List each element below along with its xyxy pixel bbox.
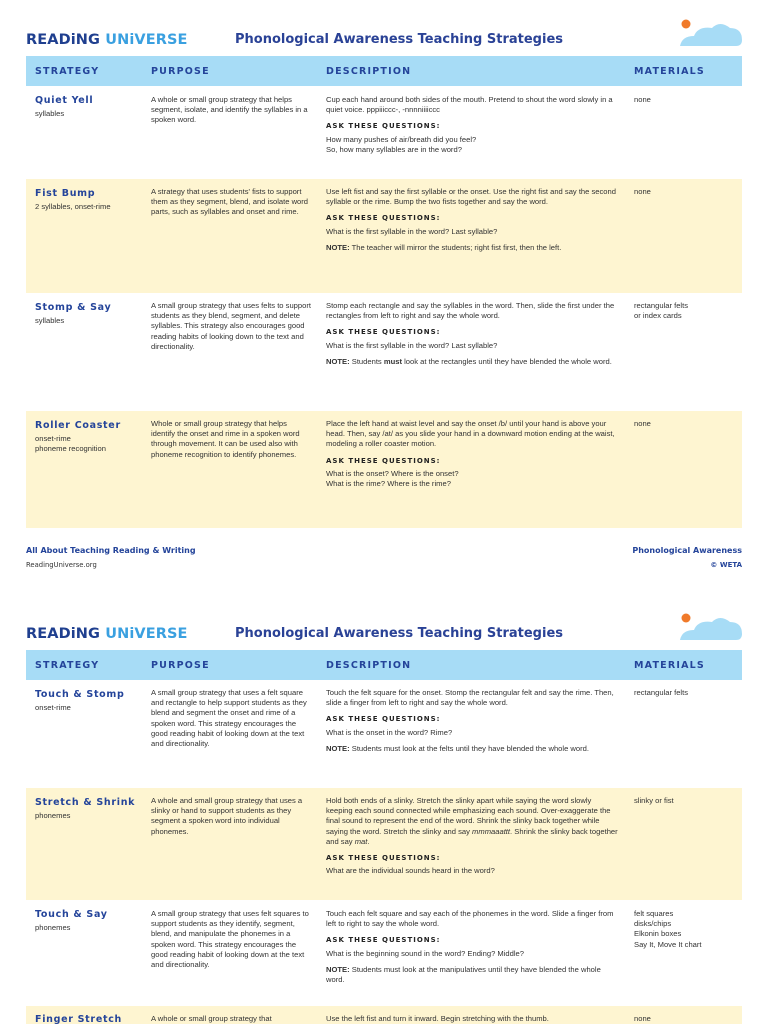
strategy-skill: syllables bbox=[35, 316, 65, 325]
purpose-text: A small group strategy that uses felt squares to support students as they identify, segment, blend, and manipulate the phonemes in a spoken word. This strategy encourages the good reading habit of looking down at the text and directionality. bbox=[151, 909, 309, 970]
materials-text: none bbox=[634, 419, 651, 428]
description-text: Hold both ends of a slinky. Stretch the slinky apart while saying the word slowly keeping each sound connected while emphasizing each sound. Over-exaggerate the final sound to represent the end of the word. Shrink the slinky back together while saying the word. Stretch the slinky and say mmmaaattt. Shrink the slinky back together and say mat. bbox=[326, 796, 618, 846]
questions-text: How many pushes of air/breath did you feel? So, how many syllables are in the word? bbox=[326, 134, 477, 154]
description-text: Use left fist and say the first syllable or the onset. Use the right fist and say the second syllable or the rime. Bump the two fists together and say the word. bbox=[326, 187, 616, 207]
col-materials: MATERIALS bbox=[634, 66, 705, 77]
ask-questions-label: ASK THESE QUESTIONS: bbox=[326, 328, 441, 337]
description-text: Place the left hand at waist level and say the onset /b/ until your hand is above your head. Then, say /at/ as you slide your hand in a downward motion ending at the waist, modeling a roller coaster motion. bbox=[326, 419, 615, 449]
brand-logo: READiNG UNiVERSE bbox=[26, 32, 188, 48]
materials-text: none bbox=[634, 187, 651, 196]
column-header-bar bbox=[26, 56, 742, 86]
questions-text: What is the beginning sound in the word? Ending? Middle? bbox=[326, 948, 524, 958]
page-2 bbox=[0, 594, 768, 1024]
strategy-skill: phonemes bbox=[35, 923, 71, 932]
description-text: Touch the felt square for the onset. Stomp the rectangular felt and say the rime. Then, slide a finger from left to right and say the whole word. bbox=[326, 688, 614, 708]
col-purpose: PURPOSE bbox=[151, 660, 210, 671]
column-header-bar bbox=[26, 650, 742, 680]
footer-url[interactable]: ReadingUniverse.org bbox=[26, 561, 97, 569]
questions-text: What are the individual sounds heard in the word? bbox=[326, 866, 495, 876]
strategy-row bbox=[26, 293, 742, 411]
page-footer-right bbox=[632, 546, 742, 569]
purpose-text: A whole and small group strategy that uses a slinky or hand to support students as they segment a spoken word into individual phonemes. bbox=[151, 796, 303, 836]
strategy-row bbox=[26, 86, 742, 179]
note-text: NOTE: The teacher will mirror the students; right fist first, then the left. bbox=[326, 242, 562, 252]
note-text: NOTE: Students must look at the rectangles until they have blended the whole word. bbox=[326, 356, 612, 366]
strategy-row bbox=[26, 680, 742, 788]
strategy-skill: onset-rime bbox=[35, 703, 71, 712]
questions-text: What is the first syllable in the word? Last syllable? bbox=[326, 340, 498, 350]
footer-topic: Phonological Awareness bbox=[632, 546, 742, 555]
materials-text: rectangular felts bbox=[634, 688, 689, 697]
strategy-name: Roller Coaster bbox=[35, 420, 121, 431]
materials-text: rectangular felts or index cards bbox=[634, 301, 689, 321]
strategy-skill: phonemes bbox=[35, 811, 71, 820]
strategy-name: Touch & Say bbox=[35, 909, 108, 920]
note-text: NOTE: Students must look at the felts until they have blended the whole word. bbox=[326, 743, 589, 753]
strategy-name: Fist Bump bbox=[35, 188, 96, 199]
ask-questions-label: ASK THESE QUESTIONS: bbox=[326, 214, 441, 223]
strategy-name: Quiet Yell bbox=[35, 95, 94, 106]
sun-cloud-icon bbox=[676, 608, 746, 644]
strategy-name: Stomp & Say bbox=[35, 302, 112, 313]
sun-cloud-icon bbox=[676, 14, 746, 50]
strategy-row bbox=[26, 411, 742, 528]
description-text: Touch each felt square and say each of the phonemes in the word. Slide a finger from left to right to say the whole word. bbox=[326, 909, 614, 929]
purpose-text: A small group strategy that uses felts to support students as they blend, segment, and delete syllables. This strategy also encourages good reading habits of looking down to the text and directionality. bbox=[151, 301, 311, 351]
footer-series-title: All About Teaching Reading & Writing bbox=[26, 546, 196, 555]
col-strategy: STRATEGY bbox=[35, 66, 100, 77]
strategy-name: Touch & Stomp bbox=[35, 689, 125, 700]
ask-questions-label: ASK THESE QUESTIONS: bbox=[326, 122, 441, 131]
purpose-text: A whole or small group strategy that bbox=[151, 1014, 272, 1023]
ask-questions-label: ASK THESE QUESTIONS: bbox=[326, 936, 441, 945]
strategy-row bbox=[26, 1006, 742, 1024]
materials-text: none bbox=[634, 95, 651, 104]
strategy-row bbox=[26, 900, 742, 1006]
strategy-name: Finger Stretch bbox=[35, 1014, 122, 1024]
purpose-text: A strategy that uses students' fists to support them as they segment, blend, and isolate word parts, such as syllables and onset and rime. bbox=[151, 187, 309, 217]
page-footer-left bbox=[26, 546, 196, 569]
document-title: Phonological Awareness Teaching Strategies bbox=[235, 32, 563, 47]
materials-text: slinky or fist bbox=[634, 796, 674, 805]
description-text: Stomp each rectangle and say the syllables in the word. Then, slide the first under the rectangles from left to right and say the whole word. bbox=[326, 301, 615, 321]
materials-text: none bbox=[634, 1014, 651, 1023]
brand-logo: READiNG UNiVERSE bbox=[26, 626, 188, 642]
strategy-row bbox=[26, 788, 742, 900]
strategy-skill: onset-rime phoneme recognition bbox=[35, 434, 106, 453]
purpose-text: A small group strategy that uses a felt square and rectangle to help support students as they blend and segment the onset and rime of a spoken word. This strategy encourages the good reading habit of looking down at the text and directionality. bbox=[151, 688, 307, 749]
note-text: NOTE: Students must look at the manipulatives until they have blended the whole word. bbox=[326, 964, 601, 985]
page-header bbox=[0, 0, 768, 56]
strategy-name: Stretch & Shrink bbox=[35, 797, 136, 808]
purpose-text: A whole or small group strategy that helps segment, isolate, and identify the syllables in a spoken word. bbox=[151, 95, 308, 125]
description-text: Cup each hand around both sides of the mouth. Pretend to shout the word slowly in a quiet voice. pppiiiccc-, -nnnniiiiccc bbox=[326, 95, 613, 115]
col-purpose: PURPOSE bbox=[151, 66, 210, 77]
col-description: DESCRIPTION bbox=[326, 660, 412, 671]
purpose-text: Whole or small group strategy that helps identify the onset and rime in a spoken word through movement. It can be used also with phoneme recognition to identify phonemes. bbox=[151, 419, 300, 459]
questions-text: What is the onset? Where is the onset? What is the rime? Where is the rime? bbox=[326, 468, 459, 489]
col-materials: MATERIALS bbox=[634, 660, 705, 671]
materials-text: felt squares disks/chips Elkonin boxes Say It, Move It chart bbox=[634, 909, 702, 949]
footer-copyright: © WETA bbox=[710, 561, 742, 569]
description-text: Use the left fist and turn it inward. Begin stretching with the thumb. bbox=[326, 1014, 549, 1023]
strategy-skill: syllables bbox=[35, 109, 65, 118]
strategy-row bbox=[26, 179, 742, 293]
questions-text: What is the onset in the word? Rime? bbox=[326, 727, 453, 737]
ask-questions-label: ASK THESE QUESTIONS: bbox=[326, 715, 441, 724]
document-title: Phonological Awareness Teaching Strategies bbox=[235, 626, 563, 641]
questions-text: What is the first syllable in the word? Last syllable? bbox=[326, 226, 498, 236]
ask-questions-label: ASK THESE QUESTIONS: bbox=[326, 456, 441, 465]
ask-questions-label: ASK THESE QUESTIONS: bbox=[326, 854, 441, 863]
strategy-skill: 2 syllables, onset-rime bbox=[35, 202, 111, 211]
page-header bbox=[0, 594, 768, 650]
col-description: DESCRIPTION bbox=[326, 66, 412, 77]
col-strategy: STRATEGY bbox=[35, 660, 100, 671]
